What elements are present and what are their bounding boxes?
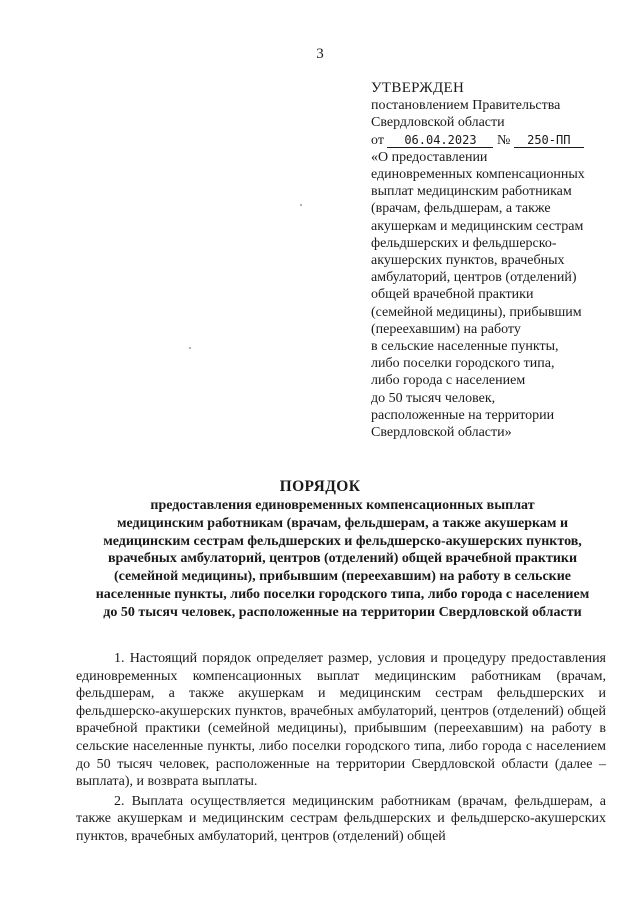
approval-line-2: Свердловской области xyxy=(371,115,505,131)
subtitle-line: медицинским работникам (врачам, фельдшерам, а также акушеркам и xyxy=(116,515,569,531)
approval-line-1: постановлением Правительства xyxy=(371,98,561,114)
number-sign: № xyxy=(496,132,511,148)
subtitle-line: населенные пункты, либо поселки городского типа, либо города с населением xyxy=(95,586,590,602)
approval-number: 250-ПП xyxy=(514,133,584,148)
approval-subject-line: выплат медицинским работникам xyxy=(371,184,572,200)
document-subtitle xyxy=(60,497,625,622)
approval-subject-line: амбулаторий, центров (отделений) xyxy=(371,270,577,286)
date-prefix: от xyxy=(371,132,384,148)
approval-subject-line: либо поселки городского типа, xyxy=(371,356,555,372)
approval-date: 06.04.2023 xyxy=(387,133,493,148)
subtitle-line: (семейной медицины), прибывшим (переехавшим) на работу в сельские xyxy=(113,569,572,585)
approval-subject-line: (переехавшим) на работу xyxy=(371,321,521,337)
approval-subject-line: акушерских пунктов, врачебных xyxy=(371,253,565,269)
approval-subject-line: в сельские населенные пункты, xyxy=(371,339,559,355)
body-paragraph: 2. Выплата осуществляется медицинским работникам (врачам, фельдшерам, а также акушеркам и медицинским сестрам фельдшерских и фельдшерско-акушерских пунктов, врачебных амбулаторий, центров (отделений) общей xyxy=(76,793,606,844)
scan-speck xyxy=(189,347,191,349)
subtitle-line: медицинским сестрам фельдшерских и фельдшерско-акушерских пунктов, xyxy=(103,533,582,549)
approval-subject-line: акушеркам и медицинским сестрам xyxy=(371,218,584,234)
subtitle-line: предоставления единовременных компенсационных выплат xyxy=(150,498,535,513)
approval-stamp-block xyxy=(371,80,621,441)
page-number: 3 xyxy=(316,46,324,62)
subtitle-line: врачебных амбулаторий, центров (отделений) общей врачебной практики xyxy=(107,551,578,567)
approval-subject-line: до 50 тысяч человек, xyxy=(371,390,496,406)
body-paragraph: 1. Настоящий порядок определяет размер, условия и процедуру предоставления единовременных компенсационных выплат медицинским работникам (врачам, фельдшерам, а также акушеркам и медицинским сестрам фельдшерских и фельдшерско-акушерских пунктов, врачебных амбулаторий, центров (отделений) общей врачебной практики (семейной медицины), прибывшим (переехавшим) на работу в сельские населенные пункты, либо поселки городского типа, либо города с населением до 50 тысяч человек, расположенные на территории Свердловской области (далее – выплата), и возврата выплаты. xyxy=(76,651,606,790)
scan-speck xyxy=(300,204,302,206)
approval-subject-line: фельдшерских и фельдшерско- xyxy=(371,235,557,251)
approval-subject-line: Свердловской области» xyxy=(371,425,512,441)
approval-subject-line: либо города с населением xyxy=(371,373,526,389)
approval-subject-line: единовременных компенсационных xyxy=(371,167,585,183)
approval-subject-line: «О предоставлении xyxy=(371,149,488,165)
approval-subject xyxy=(371,149,621,441)
document-title: ПОРЯДОК xyxy=(279,478,361,495)
approval-heading: УТВЕРЖДЕН xyxy=(371,80,465,96)
subtitle-line: до 50 тысяч человек, расположенные на территории Свердловской области xyxy=(103,604,582,620)
approval-subject-line: (врачам, фельдшерам, а также xyxy=(371,201,551,217)
document-body xyxy=(76,650,606,846)
approval-subject-line: (семейной медицины), прибывшим xyxy=(371,304,582,320)
approval-subject-line: общей врачебной практики xyxy=(371,287,534,303)
approval-subject-line: расположенные на территории xyxy=(371,407,555,423)
approval-date-row xyxy=(371,132,621,149)
